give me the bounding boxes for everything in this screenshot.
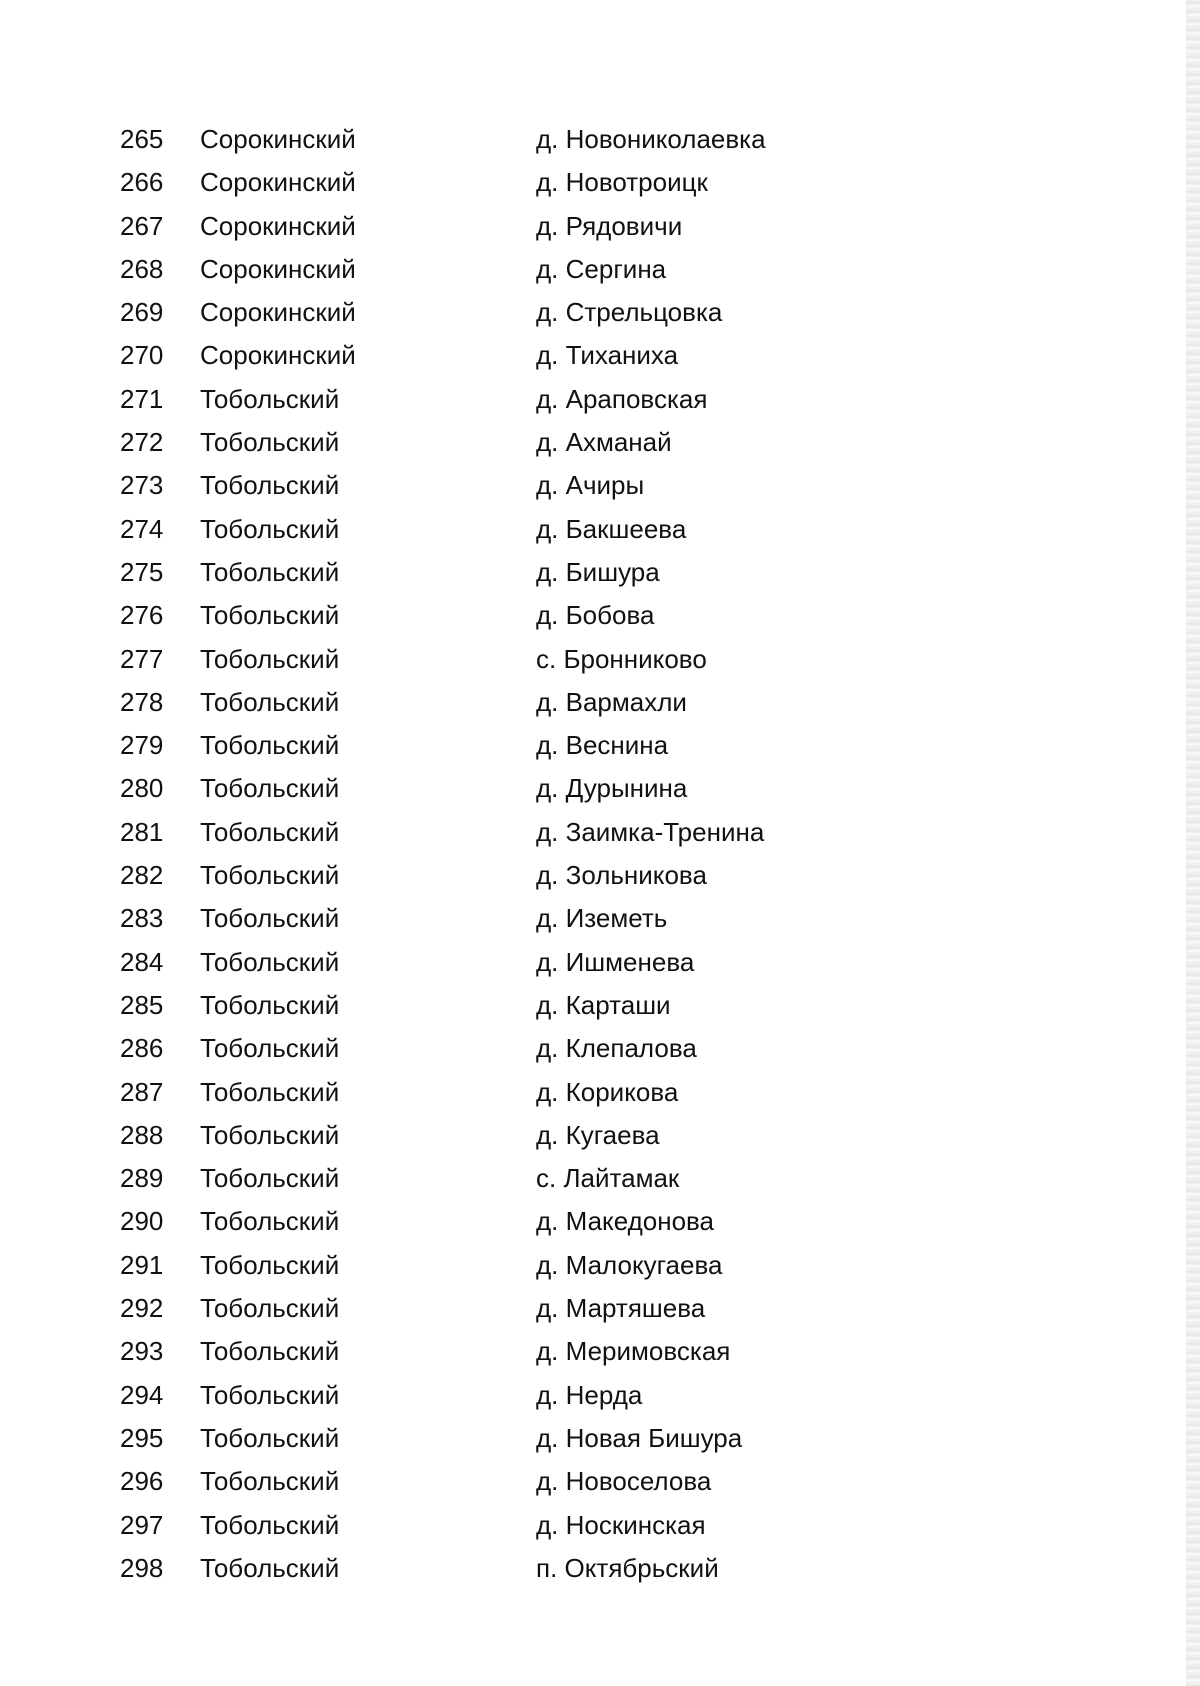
district-name: Сорокинский <box>200 340 356 371</box>
district-name: Тобольский <box>200 989 340 1020</box>
table-row <box>0 421 1200 464</box>
settlement-name: д. Бишура <box>536 556 660 587</box>
settlement-name: д. Корикова <box>536 1076 679 1107</box>
row-number: 283 <box>120 903 164 934</box>
district-name: Тобольский <box>200 1293 340 1324</box>
row-number: 276 <box>120 600 164 631</box>
table-row <box>0 1460 1200 1503</box>
district-name: Тобольский <box>200 470 340 501</box>
settlement-name: д. Нерда <box>536 1379 643 1410</box>
row-number: 296 <box>120 1466 164 1497</box>
district-name: Тобольский <box>200 1163 340 1194</box>
district-name: Сорокинский <box>200 297 356 328</box>
district-name: Тобольский <box>200 1379 340 1410</box>
settlement-name: д. Заимка-Тренина <box>536 816 765 847</box>
table-row <box>0 1547 1200 1590</box>
table-row <box>0 378 1200 421</box>
settlement-name: д. Ачиры <box>536 470 645 501</box>
row-number: 282 <box>120 860 164 891</box>
table-row <box>0 118 1200 161</box>
table-row <box>0 811 1200 854</box>
table-row <box>0 1330 1200 1373</box>
settlement-name: д. Новая Бишура <box>536 1422 743 1453</box>
table-row <box>0 551 1200 594</box>
settlement-name: д. Новоселова <box>536 1466 712 1497</box>
table-row <box>0 464 1200 507</box>
table-row <box>0 1114 1200 1157</box>
district-name: Тобольский <box>200 730 340 761</box>
table-row <box>0 724 1200 767</box>
row-number: 265 <box>120 124 164 154</box>
row-number: 290 <box>120 1206 164 1237</box>
settlement-name: д. Мартяшева <box>536 1293 706 1324</box>
table-row <box>0 248 1200 291</box>
table-row <box>0 205 1200 248</box>
district-name: Тобольский <box>200 643 340 674</box>
row-number: 274 <box>120 513 164 544</box>
district-name: Тобольский <box>200 556 340 587</box>
table-row <box>0 897 1200 940</box>
district-name: Тобольский <box>200 1336 340 1367</box>
district-name: Сорокинский <box>200 124 356 154</box>
settlement-name: д. Карташи <box>536 989 671 1020</box>
settlement-name: д. Кугаева <box>536 1119 660 1150</box>
settlement-name: д. Сергина <box>536 253 667 284</box>
row-number: 275 <box>120 556 164 587</box>
district-name: Тобольский <box>200 1033 340 1064</box>
row-number: 286 <box>120 1033 164 1064</box>
settlement-name: д. Носкинская <box>536 1509 706 1540</box>
settlement-name: д. Веснина <box>536 730 669 761</box>
settlement-name: д. Новониколаевка <box>536 124 766 154</box>
settlement-name: д. Вармахли <box>536 686 687 717</box>
settlement-name: д. Македонова <box>536 1206 715 1237</box>
table-row <box>0 767 1200 810</box>
district-name: Сорокинский <box>200 253 356 284</box>
row-number: 267 <box>120 210 164 241</box>
settlement-name: с. Лайтамак <box>536 1163 680 1194</box>
district-name: Тобольский <box>200 1076 340 1107</box>
table-row <box>0 1374 1200 1417</box>
settlement-name: с. Бронниково <box>536 643 707 674</box>
row-number: 288 <box>120 1119 164 1150</box>
row-number: 297 <box>120 1509 164 1540</box>
row-number: 281 <box>120 816 164 847</box>
district-name: Тобольский <box>200 1206 340 1237</box>
table-row <box>0 638 1200 681</box>
settlement-name: д. Стрельцовка <box>536 297 723 328</box>
settlement-name: д. Дурынина <box>536 773 688 804</box>
table-row <box>0 334 1200 377</box>
settlement-name: д. Бакшеева <box>536 513 687 544</box>
row-number: 278 <box>120 686 164 717</box>
table-row <box>0 508 1200 551</box>
table-row <box>0 1071 1200 1114</box>
row-number: 277 <box>120 643 164 674</box>
row-number: 293 <box>120 1336 164 1367</box>
table-row <box>0 594 1200 637</box>
district-name: Тобольский <box>200 1509 340 1540</box>
district-name: Тобольский <box>200 383 340 414</box>
table-row <box>0 291 1200 334</box>
district-name: Тобольский <box>200 816 340 847</box>
row-number: 284 <box>120 946 164 977</box>
district-name: Сорокинский <box>200 167 356 198</box>
table-row <box>0 1200 1200 1243</box>
row-number: 273 <box>120 470 164 501</box>
table-row <box>0 941 1200 984</box>
row-number: 287 <box>120 1076 164 1107</box>
table-row <box>0 1027 1200 1070</box>
settlement-name: д. Клепалова <box>536 1033 697 1064</box>
table-row <box>0 1244 1200 1287</box>
row-number: 279 <box>120 730 164 761</box>
district-name: Тобольский <box>200 773 340 804</box>
table-row <box>0 984 1200 1027</box>
district-name: Тобольский <box>200 1552 340 1583</box>
table-row <box>0 681 1200 724</box>
row-number: 270 <box>120 340 164 371</box>
settlement-name: д. Малокугаева <box>536 1249 723 1280</box>
district-name: Тобольский <box>200 513 340 544</box>
row-number: 289 <box>120 1163 164 1194</box>
row-number: 269 <box>120 297 164 328</box>
table-row <box>0 854 1200 897</box>
district-name: Тобольский <box>200 1119 340 1150</box>
table-row <box>0 1157 1200 1200</box>
row-number: 285 <box>120 989 164 1020</box>
district-name: Тобольский <box>200 686 340 717</box>
row-number: 292 <box>120 1293 164 1324</box>
settlement-name: д. Ишменева <box>536 946 695 977</box>
settlement-name: д. Бобова <box>536 600 655 631</box>
district-name: Тобольский <box>200 427 340 458</box>
table-row <box>0 1504 1200 1547</box>
district-name: Тобольский <box>200 1422 340 1453</box>
district-name: Тобольский <box>200 860 340 891</box>
row-number: 291 <box>120 1249 164 1280</box>
settlement-name: д. Иземеть <box>536 903 668 934</box>
row-number: 280 <box>120 773 164 804</box>
row-number: 294 <box>120 1379 164 1410</box>
settlement-table <box>0 118 1200 1590</box>
settlement-name: д. Ахманай <box>536 427 672 458</box>
district-name: Тобольский <box>200 600 340 631</box>
row-number: 272 <box>120 427 164 458</box>
settlement-name: д. Араповская <box>536 383 708 414</box>
row-number: 271 <box>120 383 164 414</box>
settlement-name: д. Зольникова <box>536 860 707 891</box>
settlement-name: п. Октябрьский <box>536 1552 719 1583</box>
row-number: 295 <box>120 1422 164 1453</box>
settlement-name: д. Новотроицк <box>536 167 708 198</box>
district-name: Сорокинский <box>200 210 356 241</box>
table-row <box>0 1287 1200 1330</box>
settlement-name: д. Тиханиха <box>536 340 679 371</box>
row-number: 268 <box>120 253 164 284</box>
district-name: Тобольский <box>200 1249 340 1280</box>
row-number: 266 <box>120 167 164 198</box>
row-number: 298 <box>120 1552 164 1583</box>
table-row <box>0 161 1200 204</box>
settlement-name: д. Меримовская <box>536 1336 731 1367</box>
district-name: Тобольский <box>200 903 340 934</box>
district-name: Тобольский <box>200 1466 340 1497</box>
settlement-name: д. Рядовичи <box>536 210 683 241</box>
district-name: Тобольский <box>200 946 340 977</box>
table-row <box>0 1417 1200 1460</box>
